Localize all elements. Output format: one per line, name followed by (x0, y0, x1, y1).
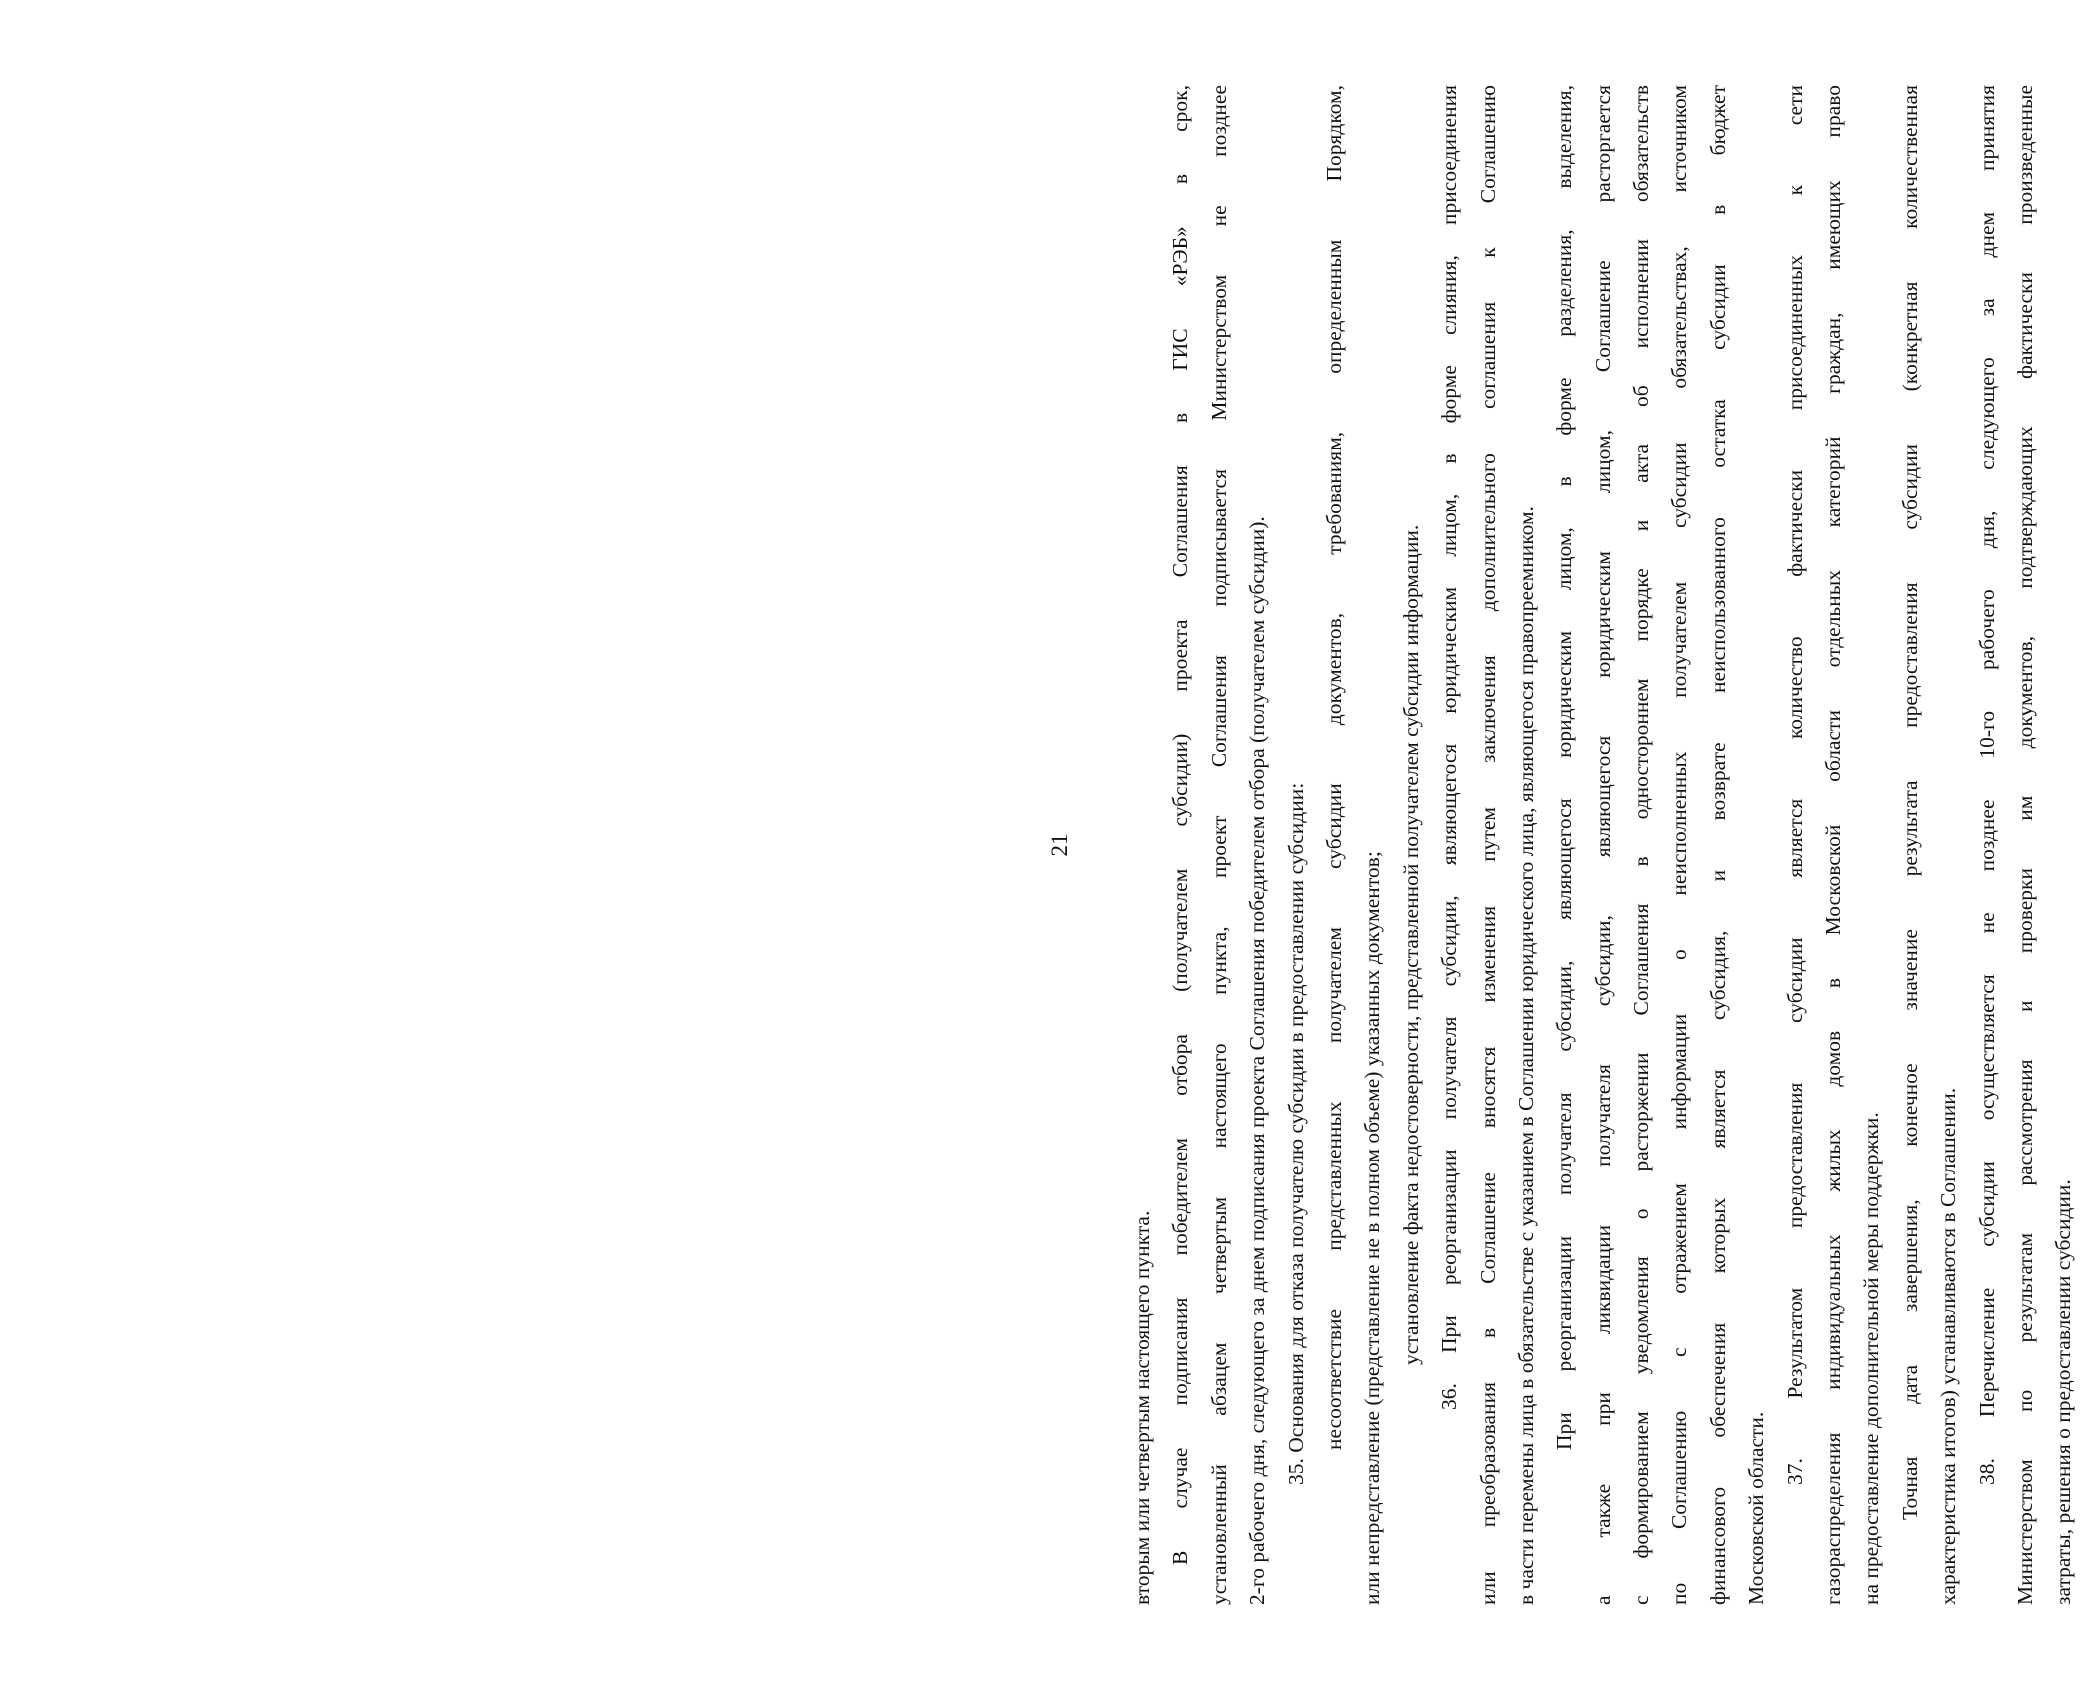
text-line: или непредставление (представление не в полном объеме) указанных документов; (1360, 851, 1385, 1605)
text-line: характеристика итогов) устанавливаются в Соглашении. (1936, 1087, 1961, 1605)
text-line: установленный абзацем четвертым настоящего пункта, проект Соглашения подписывается Министерством не позднее (1206, 85, 1231, 1605)
text-line: При реорганизации получателя субсидии, являющегося юридическим лицом, в форме разделения, выделения, (1552, 85, 1577, 1450)
text-line: 38. Перечисление субсидии осуществляется не позднее 10-го рабочего дня, следующего за днем принятия (1974, 85, 1999, 1485)
text-line: 35. Основания для отказа получателю субсидии в предоставлении субсидии: (1283, 782, 1308, 1485)
text-line: 2-го рабочего дня, следующего за днем подписания проекта Соглашения победителем отбора (получателем субсидии). (1245, 516, 1270, 1605)
text-line: Точная дата завершения, конечное значение результата предоставления субсидии (конкретная количественная (1897, 85, 1922, 1520)
text-line: с формированием уведомления о расторжении Соглашения в одностороннем порядке и акта об исполнении обязательств (1629, 85, 1654, 1605)
text-line: финансового обеспечения которых является субсидия, и возврате неиспользованного остатка субсидии в бюджет (1705, 85, 1730, 1605)
text-line: Московской области. (1744, 1411, 1769, 1605)
text-line: на предоставление дополнительной меры поддержки. (1859, 1112, 1884, 1605)
text-line: 37. Результатом предоставления субсидии является количество фактически присоединенных к сети (1782, 85, 1807, 1485)
text-line: затраты, решения о предоставлении субсидии. (2051, 1179, 2076, 1605)
text-line: или преобразования в Соглашение вносятся изменения путем заключения дополнительного соглашения к Соглашению (1475, 85, 1500, 1605)
document-body (1123, 85, 2083, 1605)
text-line: установление факта недостоверности, представленной получателем субсидии информации. (1398, 524, 1423, 1365)
text-line: газораспределения индивидуальных жилых домов в Московской области отдельных категорий граждан, имеющих право (1821, 85, 1846, 1605)
text-line: вторым или четвертым настоящего пункта. (1130, 1210, 1154, 1605)
rotated-text-block (1045, 85, 2076, 1605)
text-line: Министерством по результатам рассмотрения и проверки им документов, подтверждающих фактически произведенные (2012, 85, 2037, 1605)
page-number: 21 (1047, 833, 1072, 857)
text-line: несоответствие представленных получателем субсидии документов, требованиям, определенным Порядком, (1321, 85, 1346, 1450)
text-line: по Соглашению с отражением информации о неисполненных получателем субсидии обязательствах, источником (1667, 85, 1692, 1605)
text-line: а также при ликвидации получателя субсидии, являющегося юридическим лицом, Соглашение расторгается (1590, 85, 1615, 1605)
text-line: В случае подписания победителем отбора (получателем субсидии) проекта Соглашения в ГИС «РЭБ» в срок, (1168, 85, 1193, 1565)
text-line: в части перемены лица в обязательстве с указанием в Соглашении юридического лица, являющегося правопреемником. (1513, 506, 1538, 1605)
text-line: 36. При реорганизации получателя субсидии, являющегося юридическим лицом, в форме слияния, присоединения (1437, 85, 1462, 1410)
